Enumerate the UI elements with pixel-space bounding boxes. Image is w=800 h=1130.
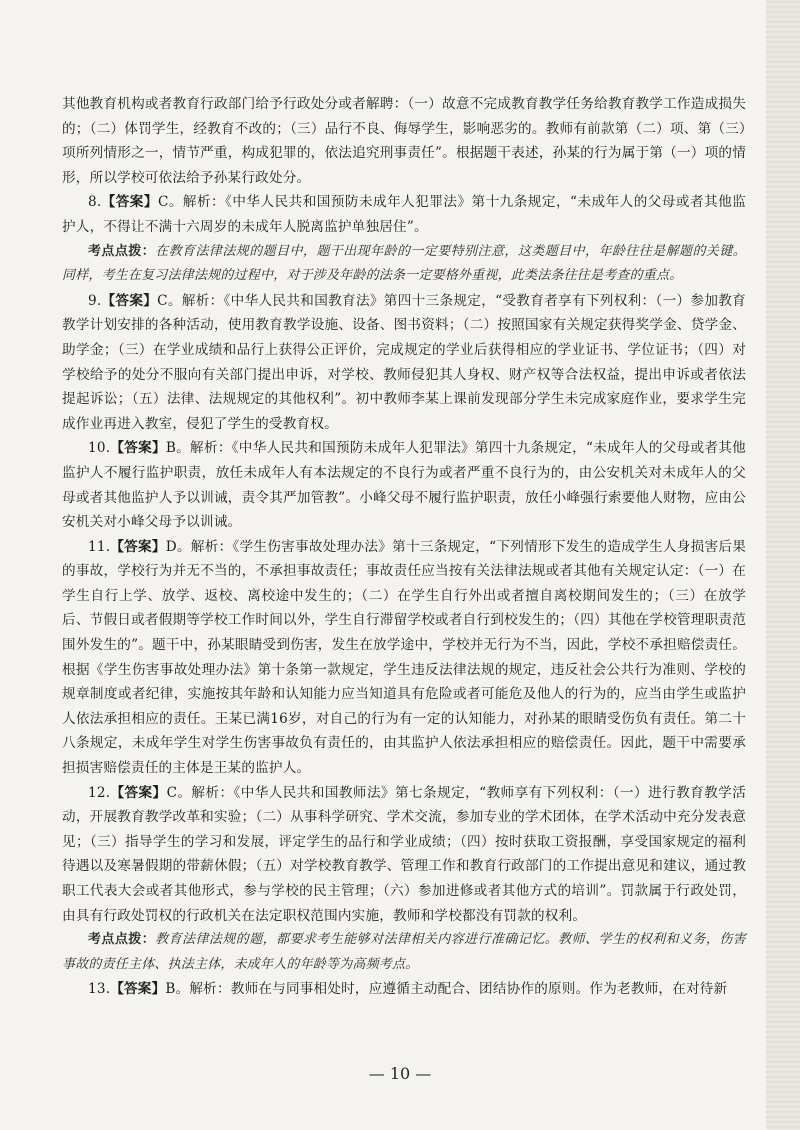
- tip-text: 在教育法律法规的题目中，题干出现年龄的一定要特别注意，这类题目中，年龄往往是解题的关键。同样，考生在复习法律法规的过程中，对于涉及年龄的法条一定要格外重视，此类法条往往是考查的重点。: [62, 243, 746, 284]
- answer-text: B。解析：教师在与同事相处时，应遵循主动配合、团结协作的原则。作为老教师，在对待新: [165, 981, 728, 998]
- tip-paragraph: [62, 928, 746, 977]
- item-number: 10.: [88, 440, 111, 457]
- answer-item-8: [62, 190, 746, 239]
- answer-label: 【答案】: [101, 292, 158, 309]
- page-number: — 10 —: [368, 1064, 432, 1083]
- answer-item-10: [62, 436, 746, 534]
- answer-item-12: [62, 781, 746, 929]
- answer-label: 【答案】: [110, 981, 166, 998]
- answer-text: C。解析：《中华人民共和国预防未成年人犯罪法》第十九条规定，“未成年人的父母或者其他监护人，不得让不满十六周岁的未成年人脱离监护单独居住”。: [62, 194, 746, 235]
- document-body: [62, 92, 746, 1002]
- answer-label: 【答案】: [110, 784, 167, 801]
- paragraph-continued: 其他教育机构或者教育行政部门给予行政处分或者解聘：（一）故意不完成教育教学任务给教育教学工作造成损失的；（二）体罚学生，经教育不改的；（三）品行不良、侮辱学生，影响恶劣的。教师有前款第（二）项、第（三）项所列情形之一，情节严重，构成犯罪的，依法追究刑事责任”。根据题干表述，孙某的行为属于第（一）项的情形，所以学校可依法给予孙某行政处分。: [62, 96, 746, 186]
- item-number: 13.: [88, 981, 111, 998]
- scan-edge: [766, 0, 800, 1130]
- answer-text: C。解析：《中华人民共和国教师法》第七条规定，“教师享有下列权利：（一）进行教育教学活动，开展教育教学改革和实验；（二）从事科学研究、学术交流，参加专业的学术团体，在学术活动中充分发表意见；（三）指导学生的学习和发展，评定学生的品行和学业成绩；（四）按时获取工资报酬，享受国家规定的福利待遇以及寒暑假期的带薪休假；（五）对学校教育教学、管理工作和教育行政部门的工作提出意见和建议，通过教职工代表大会或者其他形式，参与学校的民主管理；（六）参加进修或者其他方式的培训”。罚款属于行政处罚，由具有行政处罚权的行政机关在法定职权范围内实施，教师和学校都没有罚款的权利。: [62, 784, 746, 924]
- answer-label: 【答案】: [101, 194, 158, 211]
- answer-label: 【答案】: [110, 440, 166, 457]
- tip-paragraph: [62, 240, 746, 289]
- tip-label: 考点点拨：: [88, 243, 156, 259]
- item-number: 9.: [88, 292, 102, 309]
- answer-text: D。解析：《学生伤害事故处理办法》第十三条规定，“下列情形下发生的造成学生人身损害后果的事故，学校行为并无不当的，不承担事故责任；事故责任应当按有关法律法规或者其他有关规定认定：（一）在学生自行上学、放学、返校、离校途中发生的；（二）在学生自行外出或者擅自离校期间发生的；（三）在放学后、节假日或者假期等学校工作时间以外，学生自行滞留学校或者自行到校发生的；（四）其他在学校管理职责范围外发生的”。题干中，孙某眼睛受到伤害，发生在放学途中，学校并无行为不当，因此，学校不承担赔偿责任。根据《学生伤害事故处理办法》第十条第一款规定，学生违反法律法规的规定，违反社会公共行为准则、学校的规章制度或者纪律，实施按其年龄和认知能力应当知道具有危险或者可能危及他人的行为的，应当由学生或监护人依法承担相应的责任。王某已满16岁，对自己的行为有一定的认知能力，对孙某的眼睛受伤负有责任。第二十八条规定，未成年学生对学生伤害事故负有责任的，由其监护人依法承担相应的赔偿责任。因此，题干中需要承担损害赔偿责任的主体是王某的监护人。: [62, 538, 746, 777]
- answer-item-9: [62, 289, 746, 437]
- answer-item-11: [62, 535, 746, 781]
- item-number: 12.: [88, 784, 111, 801]
- answer-text: C。解析：《中华人民共和国教育法》第四十三条规定，“受教育者享有下列权利：（一）参加教育教学计划安排的各种活动，使用教育教学设施、设备、图书资料；（二）按照国家有关规定获得奖学金、贷学金、助学金；（三）在学业成绩和品行上获得公正评价，完成规定的学业后获得相应的学业证书、学位证书；（四）对学校给予的处分不服向有关部门提出申诉，对学校、教师侵犯其人身权、财产权等合法权益，提出申诉或者依法提起诉讼；（五）法律、法规规定的其他权利”。初中教师李某上课前发现部分学生未完成家庭作业，要求学生完成作业再进入教室，侵犯了学生的受教育权。: [62, 292, 746, 432]
- item-number: 11.: [88, 538, 111, 555]
- tip-label: 考点点拨：: [88, 932, 156, 948]
- answer-label: 【答案】: [110, 538, 166, 555]
- item-number: 8.: [88, 194, 102, 211]
- tip-text: 教育法律法规的题，都要求考生能够对法律相关内容进行准确记忆。教师、学生的权利和义务，伤害事故的责任主体、执法主体，未成年人的年龄等为高频考点。: [62, 932, 746, 972]
- answer-text: B。解析：《中华人民共和国预防未成年人犯罪法》第四十九条规定，“未成年人的父母或者其他监护人不履行监护职责，放任未成年人有本法规定的不良行为或者严重不良行为的，由公安机关对未成年人的父母或者其他监护人予以训诫，责令其严加管教”。小峰父母不履行监护职责，放任小峰强行索要他人财物，应由公安机关对小峰父母予以训诫。: [62, 440, 746, 531]
- answer-item-13: [62, 977, 746, 1002]
